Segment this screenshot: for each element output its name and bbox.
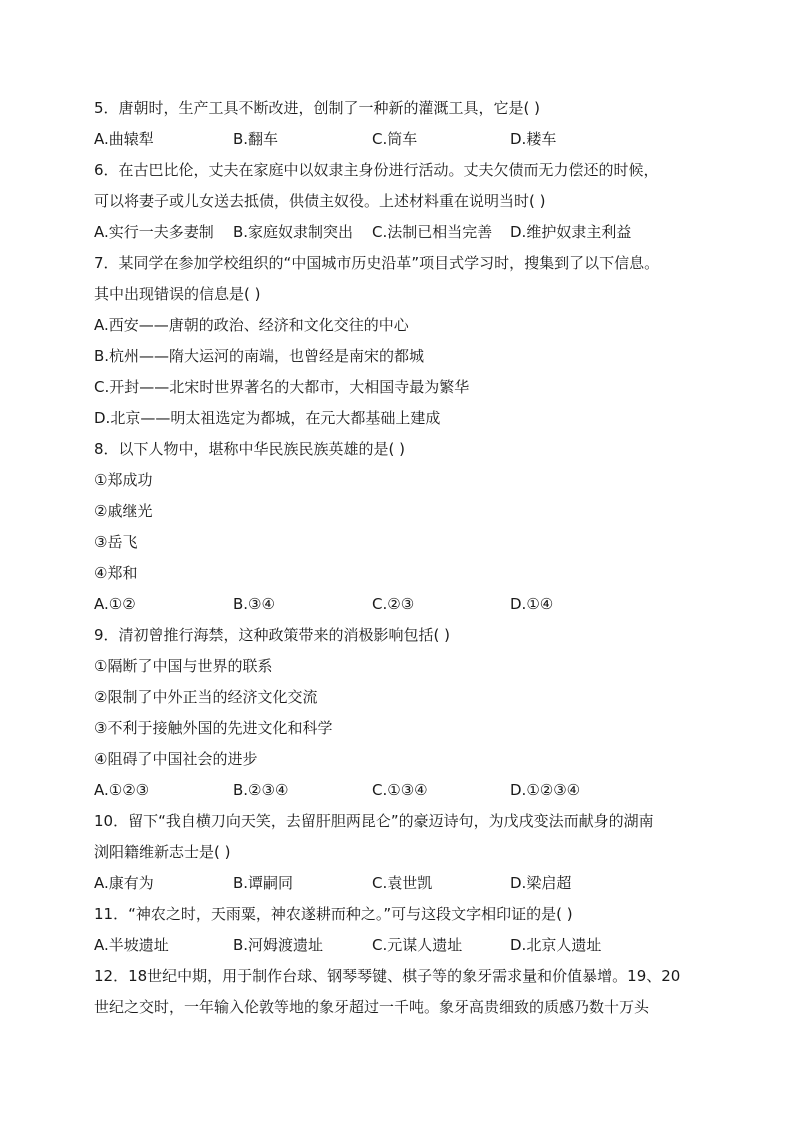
q5-option-a: A.曲辕犁 <box>94 130 154 148</box>
q7-option-a: A.西安——唐朝的政治、经济和文化交往的中心 <box>94 316 409 334</box>
question-10-stem-line2: 浏阳籍维新志士是( ) <box>94 843 231 861</box>
q5-option-c: C.筒车 <box>372 130 418 148</box>
q8-option-d: D.①④ <box>510 595 554 613</box>
q9-option-c: C.①③④ <box>372 781 428 799</box>
q9-item-4: ④阻碍了中国社会的进步 <box>94 750 258 768</box>
q8-item-4: ④郑和 <box>94 564 138 582</box>
question-5-stem: 5．唐朝时，生产工具不断改进，创制了一种新的灌溉工具，它是( ) <box>94 99 541 117</box>
q11-option-c: C.元谋人遗址 <box>372 936 463 954</box>
q8-option-b: B.③④ <box>233 595 275 613</box>
question-10-stem-line1: 10．留下“我自横刀向天笑，去留肝胆两昆仑”的豪迈诗句，为戊戌变法而献身的湖南 <box>94 812 654 830</box>
question-9-stem: 9．清初曾推行海禁，这种政策带来的消极影响包括( ) <box>94 626 451 644</box>
q10-option-a: A.康有为 <box>94 874 154 892</box>
q8-option-a: A.①② <box>94 595 136 613</box>
q10-option-d: D.梁启超 <box>510 874 572 892</box>
q6-option-d: D.维护奴隶主利益 <box>510 223 632 241</box>
question-12-stem-line1: 12．18世纪中期，用于制作台球、钢琴琴键、棋子等的象牙需求量和价值暴增。19、20 <box>94 967 681 985</box>
q6-option-b: B.家庭奴隶制突出 <box>233 223 354 241</box>
q10-option-c: C.袁世凯 <box>372 874 433 892</box>
q11-option-b: B.河姆渡遗址 <box>233 936 324 954</box>
q11-option-a: A.半坡遗址 <box>94 936 169 954</box>
q8-item-2: ②戚继光 <box>94 502 153 520</box>
q6-option-a: A.实行一夫多妻制 <box>94 223 214 241</box>
q7-option-c: C.开封——北宋时世界著名的大都市，大相国寺最为繁华 <box>94 378 470 396</box>
q7-option-d: D.北京——明太祖选定为都城，在元大都基础上建成 <box>94 409 441 427</box>
q9-option-b: B.②③④ <box>233 781 289 799</box>
question-7-stem-line2: 其中出现错误的信息是( ) <box>94 285 261 303</box>
q8-option-c: C.②③ <box>372 595 415 613</box>
question-7-stem-line1: 7．某同学在参加学校组织的“中国城市历史沿革”项目式学习时，搜集到了以下信息。 <box>94 254 660 272</box>
q9-item-1: ①隔断了中国与世界的联系 <box>94 657 273 675</box>
q6-option-c: C.法制已相当完善 <box>372 223 493 241</box>
q11-option-d: D.北京人遗址 <box>510 936 602 954</box>
question-6-stem-line2: 可以将妻子或儿女送去抵债，供债主奴役。上述材料重在说明当时( ) <box>94 192 546 210</box>
question-6-stem-line1: 6．在古巴比伦，丈夫在家庭中以奴隶主身份进行活动。丈夫欠债而无力偿还的时候， <box>94 161 659 179</box>
q9-item-2: ②限制了中外正当的经济文化交流 <box>94 688 318 706</box>
question-12-stem-line2: 世纪之交时，一年输入伦敦等地的象牙超过一千吨。象牙高贵细致的质感乃数十万头 <box>94 998 650 1016</box>
q9-option-a: A.①②③ <box>94 781 150 799</box>
q9-item-3: ③不利于接触外国的先进文化和科学 <box>94 719 333 737</box>
q5-option-d: D.耧车 <box>510 130 557 148</box>
q8-item-3: ③岳飞 <box>94 533 138 551</box>
q7-option-b: B.杭州——隋大运河的南端，也曾经是南宋的都城 <box>94 347 425 365</box>
q5-option-b: B.翻车 <box>233 130 279 148</box>
question-8-stem: 8．以下人物中，堪称中华民族民族英雄的是( ) <box>94 440 406 458</box>
q9-option-d: D.①②③④ <box>510 781 581 799</box>
question-11-stem: 11．“神农之时，天雨粟，神农遂耕而种之。”可与这段文字相印证的是( ) <box>94 905 573 923</box>
q10-option-b: B.谭嗣同 <box>233 874 294 892</box>
q8-item-1: ①郑成功 <box>94 471 153 489</box>
